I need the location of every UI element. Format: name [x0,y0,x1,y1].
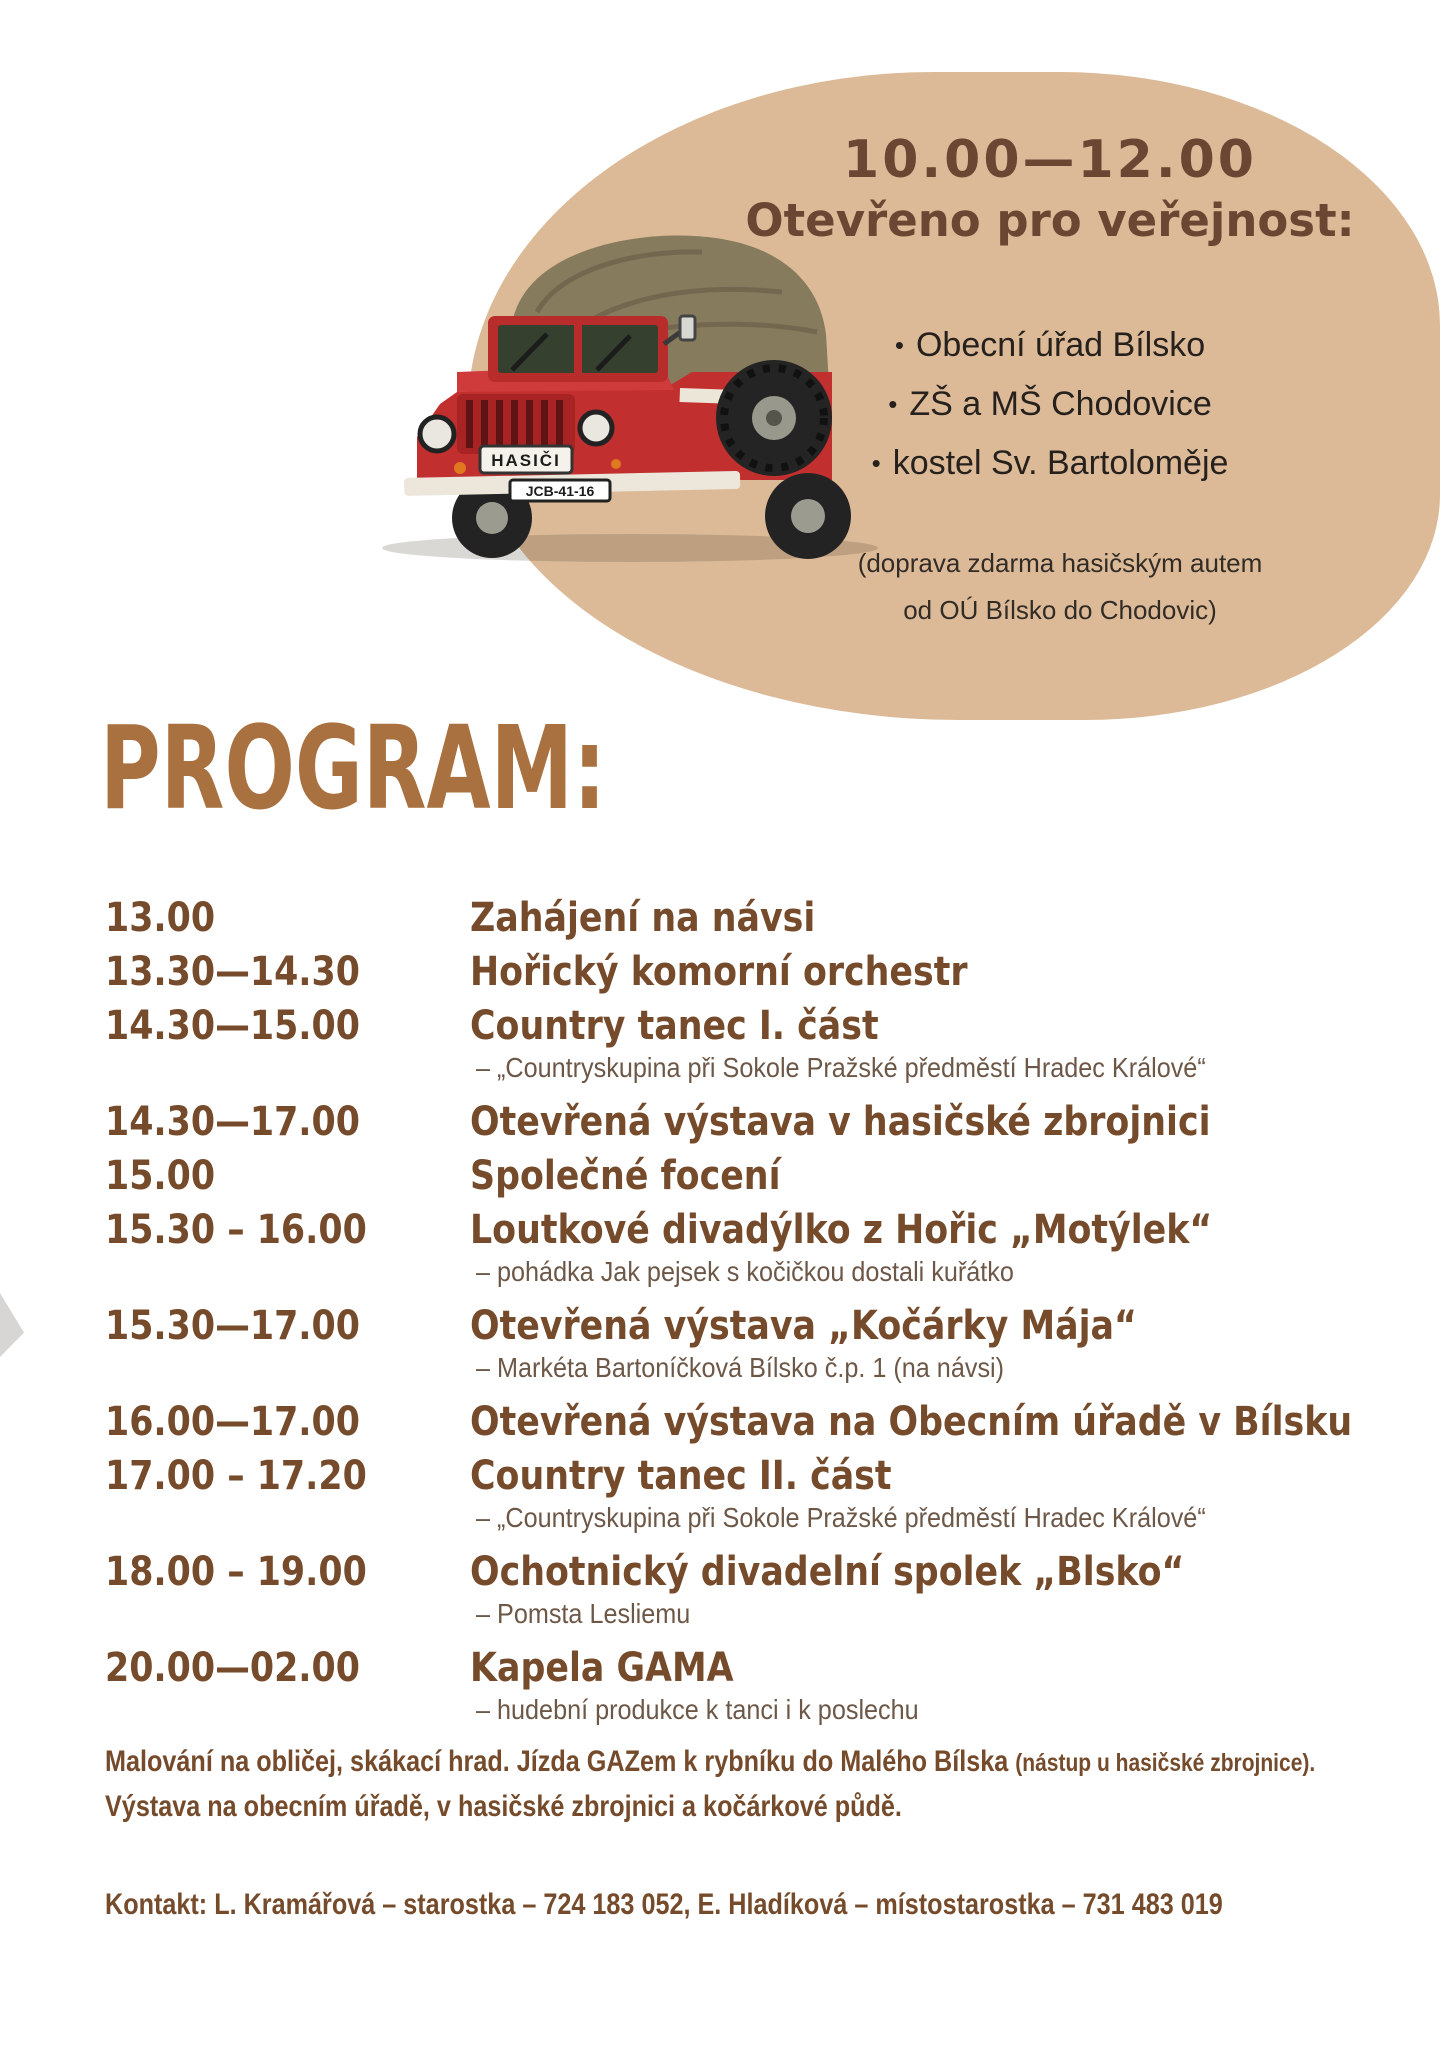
schedule-title: Otevřená výstava na Obecním úřadě v Bílsku [470,1399,1353,1445]
schedule-entry [470,1001,1365,1093]
bullet-dot-icon: • [871,448,881,478]
truck-front-hub [476,502,508,534]
schedule-entry [470,1301,1365,1393]
schedule-title: Country tanec II. část [470,1453,892,1499]
hero-time-range: 10.00—12.00 [843,130,1257,190]
hero-transport-note [740,540,1380,634]
footer-contact: Kontakt: L. Kramářová – starostka – 724 183 052, E. Hladíková – místostarostka – 731 483 019 [105,1888,1223,1921]
footer-activities-line1-main: Malování na obličej, skákací hrad. Jízda GAZem k rybníku do Malého Bílska [105,1745,1016,1778]
schedule-entry [470,1151,1365,1201]
schedule-time: 14.30—17.00 [105,1099,360,1145]
schedule-title: Otevřená výstava „Kočárky Mája“ [470,1303,1137,1349]
truck-rear-hub [791,499,825,533]
schedule-row [105,1301,1365,1393]
truck-right-headlight [580,412,612,444]
schedule-row [105,1547,1365,1639]
schedule-entry [470,1397,1448,1447]
hero-title: Otevřeno pro veřejnost: [745,194,1355,247]
schedule-entry [470,947,1365,997]
schedule-title: Loutkové divadýlko z Hořic „Motýlek“ [470,1207,1213,1253]
schedule-entry [470,1451,1365,1543]
schedule-row [105,1397,1365,1447]
schedule-list [105,893,1365,1739]
schedule-entry [470,1643,1365,1735]
schedule-title: Kapela GAMA [470,1645,734,1691]
footer-activities-line2: Výstava na obecním úřadě, v hasičské zbrojnici a kočárkové půdě. [105,1790,902,1823]
schedule-note: – „Countryskupina při Sokole Pražské předměstí Hradec Králové“ [476,1052,1206,1083]
footer [105,1740,1425,1927]
license-plate-label: JCB-41-16 [525,483,595,499]
program-heading: PROGRAM: [100,702,607,836]
schedule-title: Otevřená výstava v hasičské zbrojnici [470,1099,1211,1145]
schedule-row [105,1151,1365,1201]
gray-triangle-decoration [0,1293,24,1357]
schedule-row [105,1205,1365,1297]
truck-left-blinker [454,462,466,474]
schedule-row [105,893,1365,943]
hero-transport-note-line2: od OÚ Bílsko do Chodovic) [903,595,1217,625]
schedule-time: 18.00 – 19.00 [105,1549,367,1595]
schedule-title: Ochotnický divadelní spolek „Blsko“ [470,1549,1185,1595]
schedule-row [105,1001,1365,1093]
open-location-item [760,434,1340,493]
schedule-note: – pohádka Jak pejsek s kočičkou dostali kuřátko [476,1256,1014,1287]
schedule-title: Zahájení na návsi [470,895,816,941]
open-location-label: ZŠ a MŠ Chodovice [909,385,1212,423]
truck-left-headlight [420,417,454,451]
hero-transport-note-line1: (doprava zdarma hasičským autem [857,548,1263,578]
footer-activities-line1 [105,1740,1425,1785]
schedule-note: – hudební produkce k tanci i k poslechu [476,1694,919,1725]
schedule-time: 15.00 [105,1153,216,1199]
schedule-title: Country tanec I. část [470,1003,879,1049]
open-location-label: Obecní úřad Bílsko [915,326,1206,364]
schedule-entry [470,893,1365,943]
truck-windshield-divider [574,325,582,373]
hero-bullet-list [760,316,1340,493]
schedule-time: 17.00 – 17.20 [105,1453,367,1499]
schedule-time: 16.00—17.00 [105,1399,360,1445]
truck-right-blinker [611,459,621,469]
schedule-time: 15.30 – 16.00 [105,1207,367,1253]
schedule-time: 13.30—14.30 [105,949,360,995]
footer-activities-line1-small: (nástup u hasičské zbrojnice). [1015,1749,1316,1777]
schedule-note: – Pomsta Lesliemu [476,1598,691,1629]
truck-mirror [680,316,695,340]
bullet-dot-icon: • [894,330,904,360]
schedule-title: Společné focení [470,1153,781,1199]
schedule-row [105,1643,1365,1735]
open-location-label: kostel Sv. Bartoloměje [892,444,1229,482]
schedule-note: – „Countryskupina při Sokole Pražské předměstí Hradec Králové“ [476,1502,1206,1533]
schedule-note: – Markéta Bartoníčková Bílsko č.p. 1 (na návsi) [476,1352,1005,1383]
schedule-entry [470,1097,1365,1147]
schedule-row [105,1451,1365,1543]
schedule-row [105,1097,1365,1147]
schedule-time: 15.30—17.00 [105,1303,360,1349]
schedule-row [105,947,1365,997]
schedule-title: Hořický komorní orchestr [470,949,968,995]
schedule-time: 13.00 [105,895,216,941]
bullet-dot-icon: • [888,389,898,419]
open-location-item [760,316,1340,375]
schedule-time: 20.00—02.00 [105,1645,360,1691]
schedule-time: 14.30—15.00 [105,1003,360,1049]
open-location-item [760,375,1340,434]
schedule-entry [470,1547,1365,1639]
schedule-entry [470,1205,1365,1297]
hasici-sign-label: HASIČI [491,451,561,470]
